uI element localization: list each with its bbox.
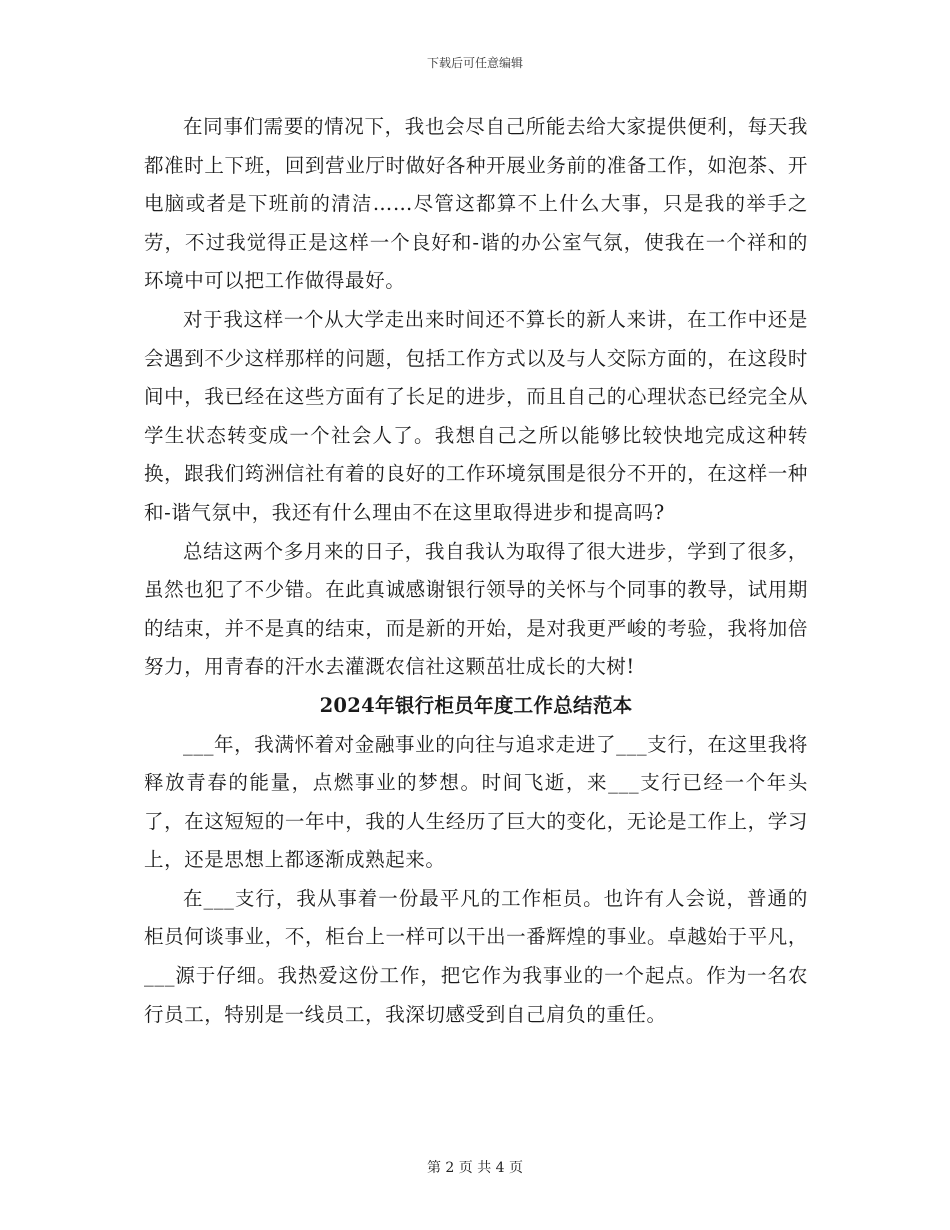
paragraph: ___年，我满怀着对金融事业的向往与追求走进了___支行，在这里我将释放青春的能量，点燃事业的梦想。时间飞逝，来___支行已经一个年头了，在这短短的一年中，我的人生经历了巨大的变化，无论是工作上，学习上，还是思想上都逐渐成熟起来。 <box>144 732 808 872</box>
page-footer: 第 2 页 共 4 页 <box>426 1160 524 1176</box>
paragraph: 在同事们需要的情况下，我也会尽自己所能去给大家提供便利，每天我都准时上下班，回到营业厅时做好各种开展业务前的准备工作，如泡茶、开电脑或者是下班前的清洁……尽管这都算不上什么大事，只是我的举手之劳，不过我觉得正是这样一个良好和-谐的办公室气氛，使我在一个祥和的环境中可以把工作做得最好。 <box>144 115 808 293</box>
document-body <box>144 108 808 1034</box>
paragraph: 总结这两个多月来的日子，我自我认为取得了很大进步，学到了很多，虽然也犯了不少错。在此真诚感谢银行领导的关怀与个同事的教导，试用期的结束，并不是真的结束，而是新的开始，是对我更严峻的考验，我将加倍努力，用青春的汗水去灌溉农信社这颗茁壮成长的大树! <box>144 539 808 679</box>
paragraph: 在___支行，我从事着一份最平凡的工作柜员。也许有人会说，普通的柜员何谈事业，不，柜台上一样可以干出一番辉煌的事业。卓越始于平凡，___源于仔细。我热爱这份工作，把它作为我事业的一个起点。作为一名农行员工，特别是一线员工，我深切感受到自己肩负的重任。 <box>144 886 808 1026</box>
section-title: 2024年银行柜员年度工作总结范本 <box>319 693 633 717</box>
paragraph: 对于我这样一个从大学走出来时间还不算长的新人来讲，在工作中还是会遇到不少这样那样的问题，包括工作方式以及与人交际方面的，在这段时间中，我已经在这些方面有了长足的进步，而且自己的心理状态已经完全从学生状态转变成一个社会人了。我想自己之所以能够比较快地完成这种转换，跟我们筠洲信社有着的良好的工作环境氛围是很分不开的，在这样一种和-谐气氛中，我还有什么理由不在这里取得进步和提高吗? <box>144 307 808 524</box>
page-header: 下载后可任意编辑 <box>426 56 523 70</box>
